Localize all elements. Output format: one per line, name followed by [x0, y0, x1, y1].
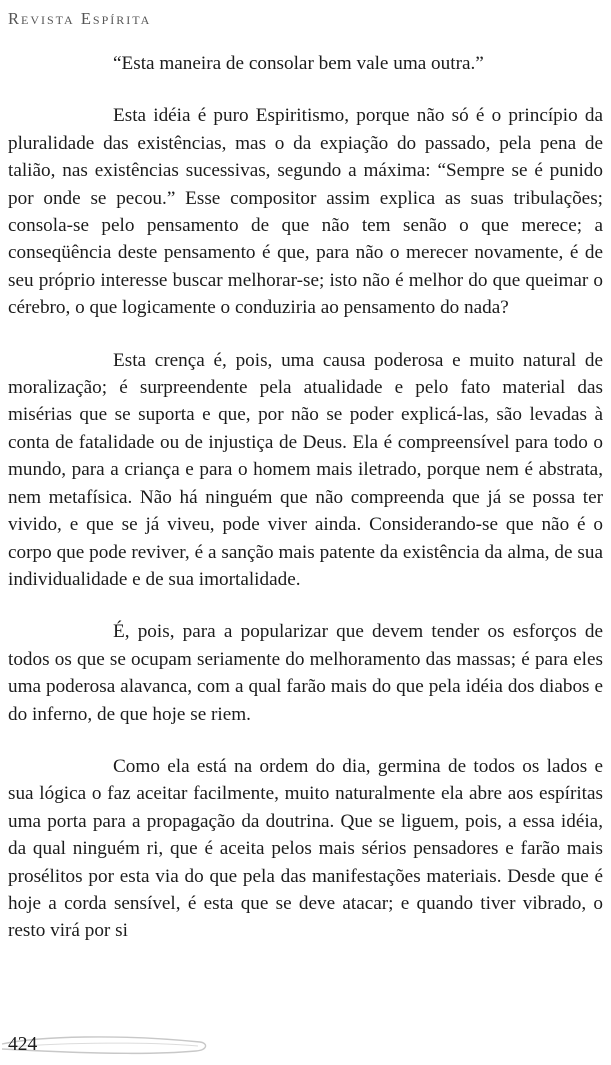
paragraph: Esta crença é, pois, uma causa poderosa e muito natural de moralização; é surpreendente pela atualidade e pelo fato material das misérias que se suporta e que, por não se poder explicá-las, são levadas à conta de fatalidade ou de injustiça de Deus. Ela é compreensível para todo o mundo, para a criança e para o homem mais iletrado, porque nem é abstrata, nem metafísica. Não há ninguém que não compreenda que já se possa ter vivido, e que se já viveu, pode viver ainda. Considerando-se que não é o corpo que pode reviver, é a sanção mais patente da existência da alma, de sua individualidade e de sua imortalidade.: [8, 349, 603, 590]
paragraph: É, pois, para a popularizar que devem tender os esforços de todos os que se ocupam seriamente do melhoramento das massas; é para eles uma poderosa alavanca, com a qual farão mais do que pela idéia dos diabos e do inferno, de que hoje se riem.: [8, 621, 603, 725]
page-body: [8, 50, 603, 945]
page-footer: [0, 1022, 220, 1062]
running-head: Revista Espírita: [8, 9, 152, 28]
paragraph: Como ela está na ordem do dia, germina de todos os lados e sua lógica o faz aceitar facilmente, muito naturalmente ela abre aos espíritas uma porta para a propagação da doutrina. Que se liguem, pois, a essa idéia, da qual ninguém ri, que é aceita pelos mais sérios pensadores e farão mais prosélitos por esta via do que pela das manifestações materiais. Desde que é hoje a corda sensível, é esta que se deve atacar; e quando tiver vibrado, o resto virá por si: [8, 755, 603, 942]
page-number: 424: [8, 1034, 38, 1055]
epigraph-quote: “Esta maneira de consolar bem vale uma outra.”: [113, 53, 484, 74]
paragraph: Esta idéia é puro Espiritismo, porque não só é o princípio da pluralidade das existências, mas o da expiação do passado, pela pena de talião, nas existências sucessivas, segundo a máxima: “Sempre se é punido por onde se pecou.” Esse compositor assim explica as suas tribulações; consola-se pelo pensamento de que não tem senão o que merece; a conseqüência deste pensamento é que, para não o merecer novamente, é de seu próprio interesse buscar melhorar-se; isto não é melhor do que queimar o cérebro, o que logicamente o conduziria ao pensamento do nada?: [8, 105, 603, 319]
